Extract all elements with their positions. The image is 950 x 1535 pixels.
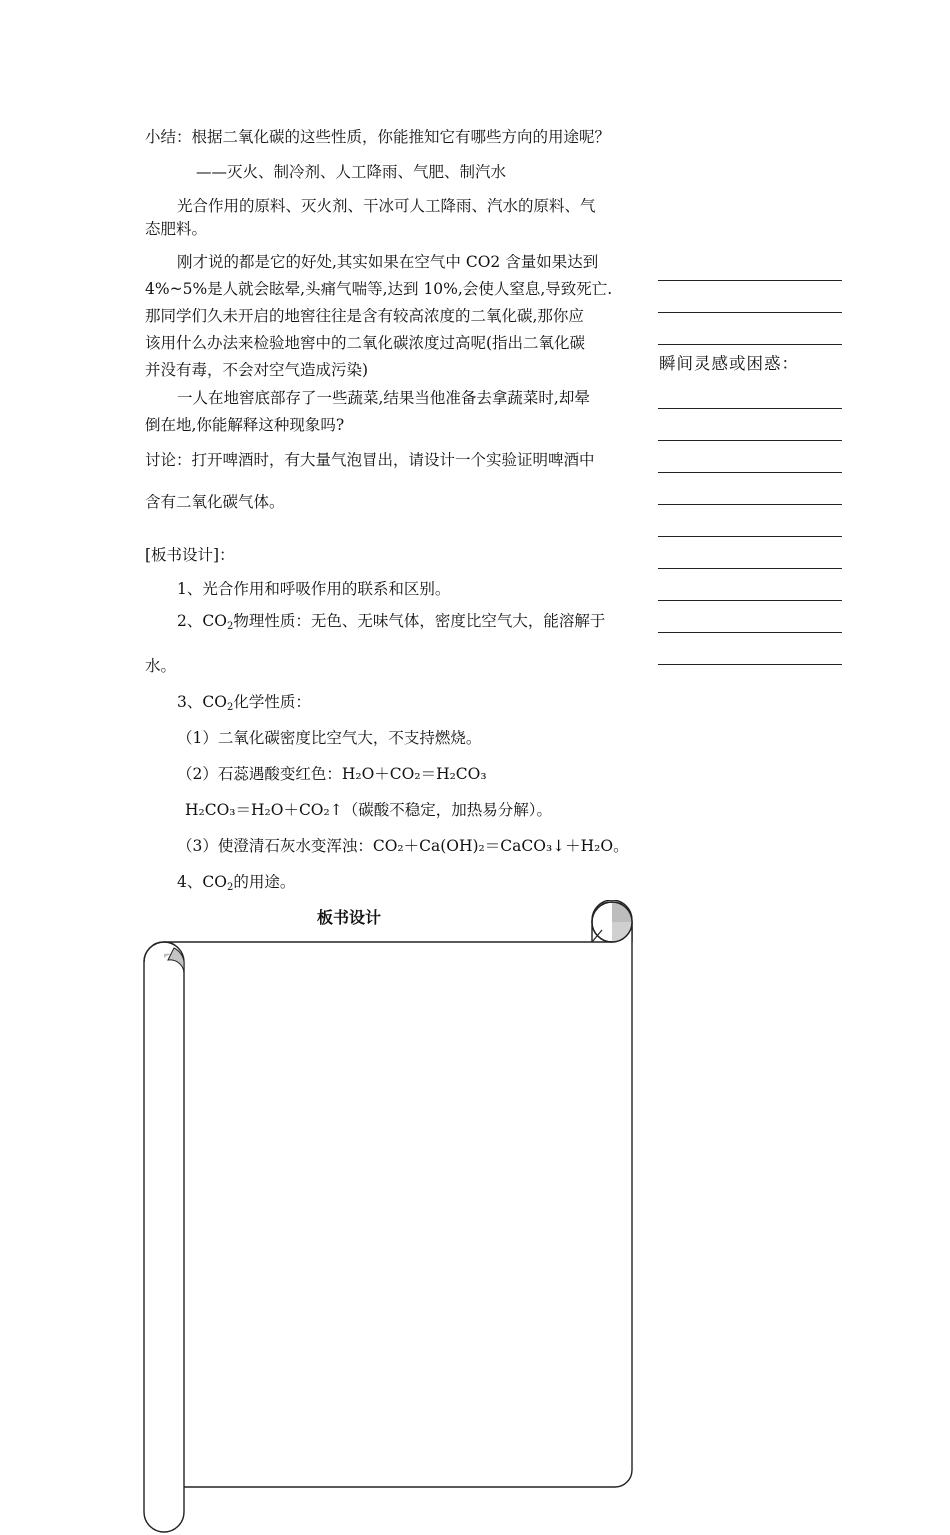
chem-property-3: （3）使澄清石灰水变浑浊：CO₂＋Ca(OH)₂＝CaCO₃↓＋H₂O。	[177, 837, 629, 855]
board-item-2-continuation: 水。	[145, 657, 177, 675]
note-line[interactable]	[658, 632, 842, 633]
note-line[interactable]	[658, 472, 842, 473]
discussion-line-1: 讨论：打开啤酒时，有大量气泡冒出，请设计一个实验证明啤酒中	[145, 451, 595, 469]
paragraph-2-line-2: 倒在地,你能解释这种现象吗?	[145, 416, 345, 434]
paragraph-1-line-5: 并没有毒，不会对空气造成污染)	[145, 361, 369, 379]
uses-line-1: 光合作用的原料、灭火剂、干冰可人工降雨、汽水的原料、气	[177, 197, 596, 215]
note-line[interactable]	[658, 312, 842, 313]
note-line[interactable]	[658, 504, 842, 505]
board-item-3	[177, 692, 311, 718]
note-line[interactable]	[658, 344, 842, 345]
sidebar-title: 瞬间灵感或困惑：	[659, 354, 799, 373]
board-item-2-prefix: 2、CO	[177, 612, 227, 630]
note-line[interactable]	[658, 568, 842, 569]
note-line[interactable]	[658, 280, 842, 281]
board-item-2	[177, 611, 605, 637]
chem-property-2-equation: H₂CO₃＝H₂O＋CO₂↑（碳酸不稳定，加热易分解）。	[185, 801, 552, 819]
chem-property-1: （1）二氧化碳密度比空气大，不支持燃烧。	[177, 729, 482, 747]
board-item-4	[177, 872, 295, 898]
board-item-2-subscript: 2	[226, 621, 234, 632]
note-line[interactable]	[658, 408, 842, 409]
paragraph-1-line-4: 该用什么办法来检验地窖中的二氧化碳浓度过高呢(指出二氧化碳	[145, 334, 586, 352]
note-line[interactable]	[658, 664, 842, 665]
board-item-4-subscript: 2	[226, 882, 234, 893]
note-line[interactable]	[658, 536, 842, 537]
board-item-3-subscript: 2	[226, 702, 234, 713]
paragraph-1-line-2: 4%~5%是人就会眩晕,头痛气喘等,达到 10%,会使人窒息,导致死亡.	[145, 280, 613, 298]
board-item-4-suffix: 的用途。	[233, 873, 296, 891]
board-design-heading: [板书设计]：	[145, 546, 235, 564]
summary-question: 小结：根据二氧化碳的这些性质，你能推知它有哪些方向的用途呢？	[145, 128, 611, 146]
board-item-1: 1、光合作用和呼吸作用的联系和区别。	[177, 580, 451, 598]
summary-answer: ——灭火、制冷剂、人工降雨、气肥、制汽水	[196, 163, 507, 181]
scroll-frame	[140, 900, 640, 1535]
board-item-4-prefix: 4、CO	[177, 873, 227, 891]
chem-property-2: （2）石蕊遇酸变红色：H₂O＋CO₂＝H₂CO₃	[177, 765, 487, 783]
board-item-3-prefix: 3、CO	[177, 693, 227, 711]
board-item-2-suffix: 物理性质：无色、无味气体，密度比空气大，能溶解于	[233, 612, 606, 630]
paragraph-1-line-3: 那同学们久未开启的地窖往往是含有较高浓度的二氧化碳,那你应	[145, 307, 584, 325]
discussion-line-2: 含有二氧化碳气体。	[145, 493, 285, 511]
note-line[interactable]	[658, 600, 842, 601]
paragraph-2-line-1: 一人在地窖底部存了一些蔬菜,结果当他准备去拿蔬菜时,却晕	[177, 389, 590, 407]
paragraph-1-line-1: 刚才说的都是它的好处,其实如果在空气中 CO2 含量如果达到	[177, 253, 599, 271]
board-item-3-suffix: 化学性质：	[233, 693, 311, 711]
note-line[interactable]	[658, 440, 842, 441]
scroll-title: 板书设计	[317, 908, 382, 927]
uses-line-2: 态肥料。	[145, 220, 208, 238]
